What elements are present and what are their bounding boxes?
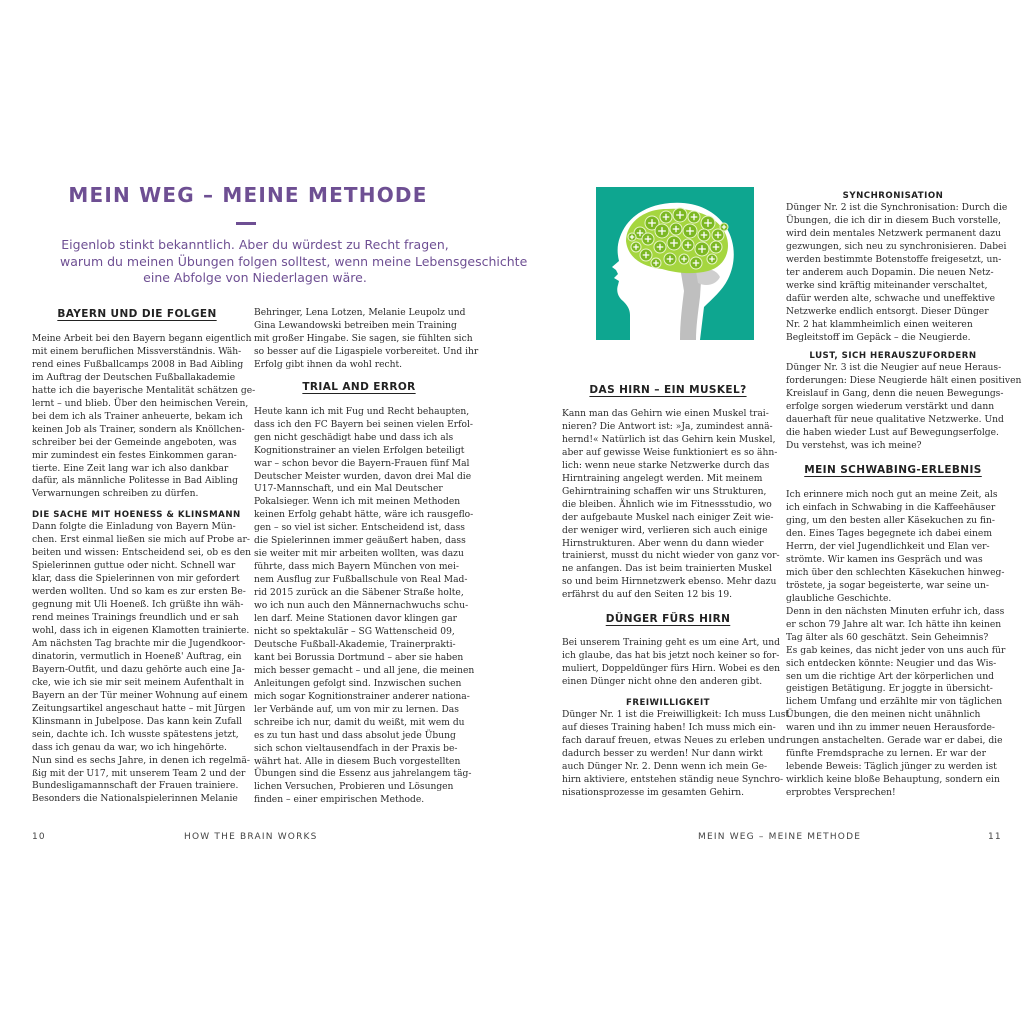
text-line: Du verstehst, was ich meine? [786, 441, 922, 452]
text-line: so besser auf die Ligaspiele vorbereitet. Und ihr [254, 346, 479, 357]
text-line: auch Dünger Nr. 2. Denn wenn ich mein Ge- [562, 761, 768, 772]
text-line: Netzwerke endlich entsorgt. Dieser Dünger [786, 306, 989, 317]
page-number-right: 11 [988, 832, 1002, 842]
text-line: keinen Erfolg gehabt hätte, wäre ich rausgeflo- [254, 510, 474, 521]
text-line: Heute kann ich mit Fug und Recht behaupten, [254, 406, 470, 417]
text-line: wirklich keine bloße Behauptung, sondern ein [786, 775, 1000, 786]
text-line: dafür werden alte, schwache und uneffektive [786, 293, 996, 304]
text-line: nisationsprozesse im gesamten Gehirn. [562, 787, 745, 798]
text-line: währt hat. Alle in diesem Buch vorgestellten [254, 756, 461, 767]
paragraph [786, 202, 1008, 344]
text-line: sich entdecken könnte: Neugier und das Wis- [786, 658, 997, 669]
text-line: die Spielerinnen immer geäußert haben, dass [254, 536, 466, 547]
heading-schwabing: MEIN SCHWABING-ERLEBNIS [804, 464, 982, 477]
text-line: hirn aktiviere, entstehen ständig neue Synchro- [562, 774, 784, 785]
text-line: kant bei Borussia Dortmund – aber sie haben [254, 652, 464, 663]
text-line: hernd!« Natürlich ist das Gehirn kein Muskel, [562, 434, 776, 445]
text-line: Bayern-Outfit, und dazu gehörte auch eine Ja- [32, 664, 245, 675]
text-line: wo ich nun auch den Männernachwuchs schu- [254, 601, 469, 612]
text-line: Dünger Nr. 1 ist die Freiwilligkeit: Ich muss Lust [562, 710, 790, 721]
text-line: Dünger Nr. 3 ist die Neugier auf neue Heraus- [786, 363, 1002, 374]
text-line: sein, dachte ich. Ich wusste spätestens jetzt, [32, 729, 239, 740]
text-line: len darf. Meine Stationen davor klingen gar [254, 614, 458, 625]
text-line: führte, dass mich Bayern München von mei- [254, 562, 459, 573]
text-line: Erfolg gibt ihnen da wohl recht. [254, 359, 403, 370]
text-line: Kann man das Gehirn wie einen Muskel trai- [562, 409, 769, 419]
text-line: nieren? Die Antwort ist: »Ja, zumindest annä- [562, 421, 773, 432]
brain-illustration [596, 187, 754, 340]
text-line: werden wollten. Und so kam es zur ersten Be- [32, 587, 246, 598]
text-line: mich besser gemacht – und all jene, die meinen [254, 665, 475, 676]
text-line: Übungen, die ich dir in diesem Buch vorstelle, [786, 215, 1001, 226]
text-line: Kognitionstrainer an vielen Erfolgen beteiligt [254, 445, 465, 456]
text-line: erfolge sorgen wiederum verstärkt und dann [786, 402, 995, 413]
text-line: dauerhaft für neue qualitative Netzwerke. Und [786, 415, 1004, 426]
text-line: lichem Umfang und erzählte mir von täglichen [786, 697, 1003, 708]
text-line: den. Eines Tages begegnete ich dabei einem [786, 529, 992, 540]
text-line: Bayern an der Tür meiner Wohnung auf einem [32, 690, 248, 701]
subheading-synchronisation: SYNCHRONISATION [842, 191, 944, 201]
running-title-left: HOW THE BRAIN WORKS [184, 832, 318, 842]
text-line: ne anfangen. Das ist beim trainierten Muskel [562, 564, 772, 575]
text-line: Behringer, Lena Lotzen, Melanie Leupolz und [254, 308, 466, 318]
text-line: sich schon vieltausendfach in der Praxis be- [254, 743, 458, 754]
text-line: Ich erinnere mich noch gut an meine Zeit, als [786, 490, 998, 501]
paragraph [32, 521, 252, 806]
text-line: rid 2015 zurück an die Säbener Straße holte, [254, 588, 464, 599]
text-line: lich: wenn neue starke Netzwerke durch das [562, 460, 770, 471]
text-line: fünfte Fremdsprache zu lernen. Er war der [786, 749, 986, 760]
text-line: klar, dass die Spielerinnen von mir gefordert [32, 574, 240, 585]
text-line: er schon 79 Jahre alt war. Ich hätte ihn keinen [786, 619, 1002, 630]
text-line: erprobtes Versprechen! [786, 788, 896, 799]
text-line: Tag älter als 60 geschätzt. Sein Geheimnis? [786, 632, 989, 643]
text-line: Verwarnungen schreiben zu dürfen. [32, 489, 199, 500]
text-line: Bundesligamannschaft der Frauen trainiere. [32, 781, 239, 792]
text-line: forderungen: Diese Neugierde hält einen positiven [786, 376, 1022, 387]
text-line: nicht so spektakulär – SG Wattenscheid 09, [254, 626, 455, 637]
text-line: im Auftrag der Deutschen Fußballakademie [32, 372, 236, 383]
text-line: gegnung mit Uli Hoeneß. Ich grüßte ihn wäh- [32, 600, 244, 611]
text-line: so und beim Hirnnetzwerk ebenso. Mehr dazu [562, 577, 777, 588]
heading-trial: TRIAL AND ERROR [302, 380, 416, 393]
paragraph [32, 333, 256, 501]
text-line: beiten und wissen: Entscheidend sei, ob es den [32, 548, 252, 559]
text-line: lernt – und blieb. Über den heimischen Verein, [32, 398, 249, 409]
text-line: auf dieses Training haben! Ich muss mich ein- [562, 723, 776, 734]
page-number-left: 10 [32, 832, 46, 842]
text-line: rend eines Fußballcamps 2008 in Bad Aibling [32, 359, 244, 370]
text-line: Meine Arbeit bei den Bayern begann eigentlich [32, 334, 252, 344]
text-line: muliert, Doppeldünger fürs Hirn. Wobei es den [562, 664, 781, 675]
text-line: mit großer Hingabe. Sie sagen, sie fühlten sich [254, 333, 473, 344]
text-line: Pokalsieger. Wenn ich mit meinen Methoden [254, 497, 461, 508]
text-line: ler Verbände auf, um von mir zu lernen. Das [254, 704, 459, 715]
page-title: MEIN WEG – MEINE METHODE [68, 183, 428, 207]
text-line: die bleiben. Ähnlich wie im Fitnessstudio, wo [562, 499, 772, 510]
text-line: Spielerinnen guttue oder nicht. Schnell war [32, 561, 236, 572]
text-line: mich über den schlechten Käsekuchen hinweg- [786, 567, 1005, 578]
text-line: schreibe ich nur, damit du weißt, mit wem du [254, 717, 465, 728]
text-line: Dünger Nr. 2 ist die Synchronisation: Durch die [786, 203, 1008, 213]
subheading-lust: LUST, SICH HERAUSZUFORDERN [809, 351, 977, 362]
paragraph [786, 362, 1022, 453]
text-line: wird dein mentales Netzwerk permanent dazu [786, 228, 1001, 239]
right-column-2 [786, 190, 1022, 800]
text-line: fach darauf freuen, etwas Neues zu erleben und [562, 736, 786, 747]
left-column-2 [254, 307, 479, 807]
text-line: schreiber bei der Gemeinde angeboten, was [32, 437, 237, 448]
text-line: der weniger wird, verlieren sich auch einige [562, 525, 768, 536]
text-line: waren und ihn zu immer neuen Herausforde- [786, 723, 995, 734]
paragraph [254, 406, 475, 808]
text-line: gezwungen, sich neu zu synchronisieren. Dabei [786, 241, 1007, 252]
text-line: ging, um den besten aller Käsekuchen zu fin- [786, 516, 995, 527]
text-line: ich einfach in Schwabing in die Kaffeehäuser [786, 503, 996, 514]
text-line: ßig mit der U17, mit unserem Team 2 und der [32, 768, 246, 779]
text-line: bei dem ich als Trainer anheuerte, bekam ich [32, 411, 243, 422]
text-line: Denn in den nächsten Minuten erfuhr ich, dass [786, 606, 1005, 617]
text-line: Gehirntraining schaffen wir uns Strukturen, [562, 486, 767, 497]
text-line: tröstete, ja sogar begeisterte, war seine un- [786, 580, 989, 591]
text-line: glaubliche Geschichte. [786, 593, 892, 604]
paragraph [562, 709, 790, 800]
text-line: Deutsche Fußball-Akademie, Trainerprakti- [254, 639, 456, 650]
text-line: dinatorin, vermutlich in Hoeneß' Auftrag, ein [32, 651, 242, 662]
subheading-freiwilligkeit: FREIWILLIGKEIT [625, 698, 711, 709]
right-column-1 [562, 383, 790, 800]
paragraph [786, 489, 1006, 800]
subheading-hoeness: DIE SACHE MIT HOENESS & KLINSMANN [32, 510, 241, 521]
text-line: gen – so viel ist sicher. Entscheidend ist, dass [254, 523, 465, 534]
running-title-right: MEIN WEG – MEINE METHODE [698, 832, 862, 842]
text-line: Übungen sind die Essenz aus jahrelangem täg- [254, 769, 472, 780]
text-line: Hirnstrukturen. Aber wenn du dann wieder [562, 538, 764, 549]
title-dash [236, 222, 256, 225]
brain-head-icon [596, 187, 754, 340]
text-line: dadurch besser zu werden! Nur dann wirkt [562, 748, 763, 759]
heading-bayern: BAYERN UND DIE FOLGEN [57, 308, 217, 320]
text-line: aber auf gewisse Weise funktioniert es so ähn- [562, 447, 778, 458]
paragraph [254, 307, 479, 372]
text-line: lebende Beweis: Täglich jünger zu werden ist [786, 762, 997, 773]
text-line: Am nächsten Tag brachte mir die Jugendkoor- [32, 638, 246, 649]
text-line: gen nicht geschädigt habe und dass ich als [254, 432, 454, 443]
heading-duenger: DÜNGER FÜRS HIRN [605, 613, 731, 626]
heading-hirn-muskel: DAS HIRN – EIN MUSKEL? [589, 384, 747, 396]
text-line: geistigen Betätigung. Er joggte in übersicht- [786, 684, 993, 695]
text-line: ich glaube, das hat bis jetzt noch keiner so for- [562, 651, 780, 662]
text-line: dass ich den FC Bayern bei seinen vielen Erfol- [254, 419, 474, 430]
text-line: dafür, als männliche Politesse in Bad Aibling [32, 476, 238, 487]
text-line: nem Ausflug zur Fußballschule von Real Mad- [254, 575, 468, 586]
text-line: es zu tun hast und dass absolut jede Übung [254, 730, 456, 741]
text-line: dass ich genau da war, wo ich hingehörte. [32, 742, 227, 753]
intro-text: Eigenlob stinkt bekanntlich. Aber du würdest zu Recht fragen, warum du meinen Übungen folgen solltest, wenn meine Lebensgeschichte eine Abfolge von Niederlagen wäre. [60, 237, 528, 285]
text-line: rungen anstachelten. Gerade war er dabei, die [786, 736, 1003, 747]
text-line: mit einem beruflichen Missverständnis. Wäh- [32, 346, 242, 357]
text-line: sie weiter mit mir arbeiten wollten, was dazu [254, 549, 464, 560]
text-line: Es gab keines, das nicht jeder von uns auch für [786, 645, 1006, 656]
right-page [512, 0, 1024, 1024]
text-line: trainierst, musst du nicht wieder von ganz vor- [562, 551, 780, 562]
text-line: Zeitungsartikel angeschaut hatte – mit Jürgen [32, 703, 246, 714]
text-line: war – schon bevor die Bayern-Frauen fünf Mal [254, 458, 470, 469]
text-line: wohl, dass ich in eigenen Klamotten trainierte. [32, 626, 250, 637]
text-line: mich sogar Kognitionstrainer anderer nationa- [254, 691, 470, 702]
text-line: werke sind kräftig miteinander verschaltet, [786, 280, 988, 291]
text-line: hatte ich die bayerische Mentalität schätzen ge- [32, 385, 256, 396]
text-line: Klinsmann in Jubelpose. Das kann kein Zufall [32, 716, 243, 727]
text-line: U17-Mannschaft, und ein Mal Deutscher [254, 484, 443, 495]
text-line: sen um die richtige Art der körperlichen und [786, 671, 994, 682]
text-line: Nr. 2 hat klammheimlich einen weiteren [786, 319, 973, 330]
text-line: erfährst du auf den Seiten 12 bis 19. [562, 590, 733, 601]
text-line: Übungen, die den meinen nicht unähnlich [786, 710, 981, 721]
text-line: tierte. Eine Zeit lang war ich also dankbar [32, 463, 229, 474]
text-line: strömte. Wir kamen ins Gespräch und was [786, 554, 983, 565]
text-line: Dann folgte die Einladung von Bayern Mün- [32, 522, 236, 533]
text-line: Besonders die Nationalspielerinnen Melanie [32, 794, 238, 805]
text-line: Begleitstoff im Gepäck – die Neugierde. [786, 332, 971, 343]
paragraph [562, 637, 781, 689]
text-line: Herrn, der viel Jugendlichkeit und Elan ver- [786, 541, 990, 552]
text-line: ter anderem auch Dopamin. Die neuen Netz- [786, 267, 994, 278]
text-line: Nun sind es sechs Jahre, in denen ich regelmä- [32, 755, 250, 766]
text-line: rend meines Trainings freundlich und er sah [32, 613, 239, 624]
text-line: der aufgebaute Muskel nach einiger Zeit wie- [562, 512, 774, 523]
text-line: finden – einer empirischen Methode. [254, 795, 425, 806]
text-line: einen Dünger nicht ohne den anderen gibt. [562, 677, 763, 688]
text-line: Gina Lewandowski betreiben mein Training [254, 320, 457, 331]
left-column-1 [32, 307, 256, 806]
text-line: chen. Erst einmal ließen sie mich auf Probe ar- [32, 535, 250, 546]
text-line: Kreislauf in Gang, denn die neuen Bewegungs- [786, 389, 1004, 400]
text-line: Hirntraining angelegt werden. Mit meinem [562, 473, 763, 484]
text-line: cke, wie ich sie mir seit meinem Aufenthalt in [32, 677, 245, 688]
text-line: Bei unserem Training geht es um eine Art, und [562, 638, 780, 649]
text-line: werden bestimmte Botenstoffe freigesetzt, un- [786, 254, 1002, 265]
text-line: die haben wieder Lust auf Bewegungserfolge. [786, 428, 999, 439]
paragraph [562, 408, 780, 602]
text-line: lichen Versuchen, Probieren und Lösungen [254, 782, 454, 793]
text-line: Anleitungen gefolgt sind. Inzwischen suchen [254, 678, 462, 689]
text-line: keinen Job als Trainer, sondern als Knöllchen- [32, 424, 245, 435]
text-line: mir zumindest ein festes Einkommen garan- [32, 450, 237, 461]
text-line: Deutscher Meister wurden, davon drei Mal die [254, 471, 472, 482]
